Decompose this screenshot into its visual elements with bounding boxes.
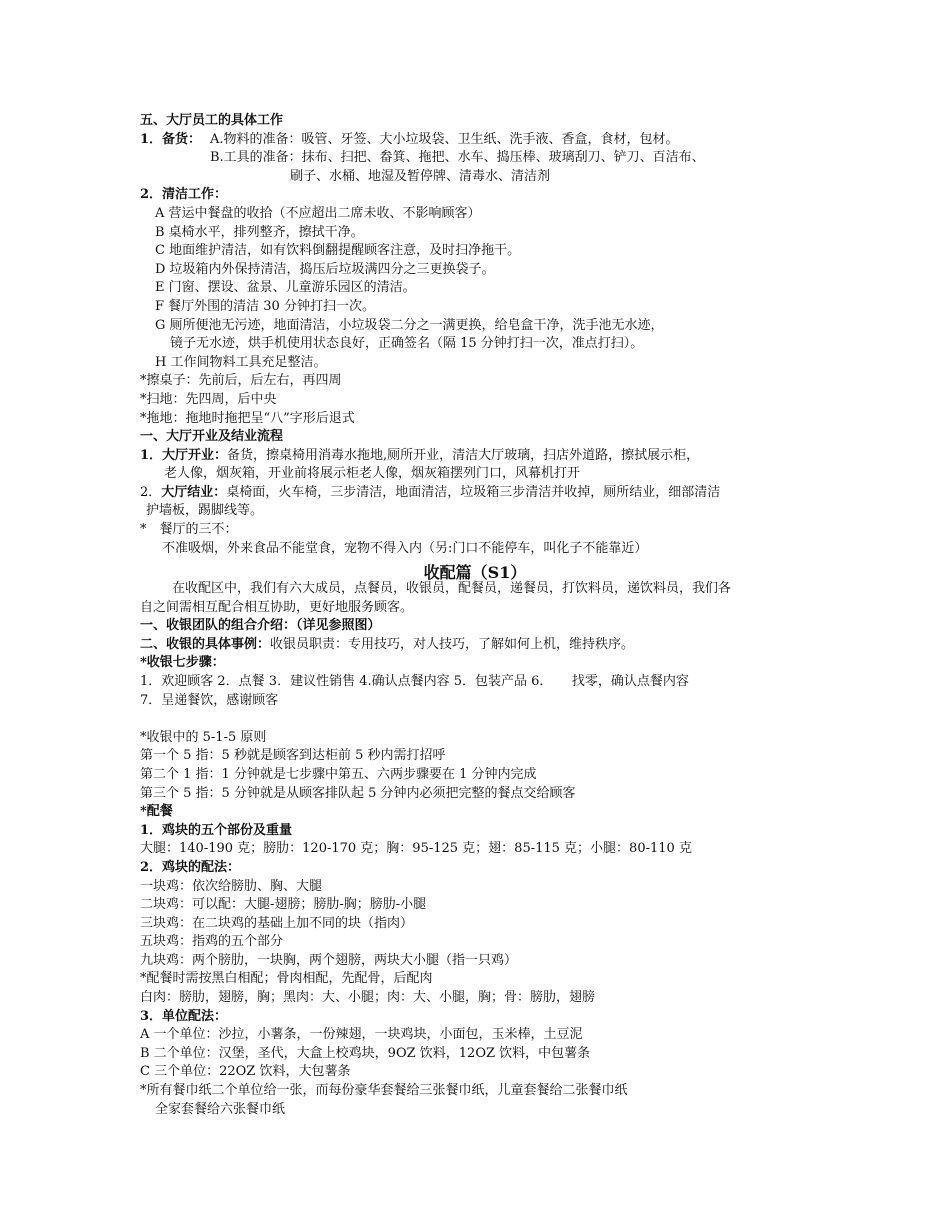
heading-method: 2．鸡块的配法：	[140, 859, 241, 875]
blank-line	[140, 710, 840, 729]
cleaning-heading: 2．清洁工作：	[140, 187, 228, 203]
heading-open-close: 一、大厅开业及结业流程	[140, 429, 284, 445]
tip-line: *拖地：拖地时拖把呈“八”字形后退式	[140, 410, 355, 426]
parts-weights: 大腿：140-190 克；膀肋：120-170 克；胸：95-125 克；翅：85-115 克；小腿：80-110 克	[140, 841, 692, 857]
unit-line: B 二个单位：汉堡，圣代，大盒上校鸡块，9OZ 饮料，12OZ 饮料，中包薯条	[140, 1045, 591, 1061]
cleaning-item: E 门窗、摆设、盆景、儿童游乐园区的清洁。	[155, 280, 416, 296]
cases-label: 二、收银的具体事例：	[140, 636, 271, 652]
cashier-section	[140, 580, 840, 1119]
close-label: 大厅结业：	[161, 484, 227, 500]
unit-line: *所有餐巾纸二个单位给一张，而每份豪华套餐给三张餐巾纸，儿童套餐给二张餐巾纸	[140, 1083, 628, 1099]
open-text-continued: 老人像，烟灰箱，开业前将展示柜老人像，烟灰箱摆列门口，风幕机打开	[164, 466, 581, 482]
tip-line: *擦桌子：先前后，后左右，再四周	[140, 373, 342, 389]
tip-line: *扫地：先四周，后中央	[140, 391, 277, 407]
intro-line: 自之间需相互配合相互协助，更好地服务顾客。	[140, 599, 414, 615]
rule-line: 第一个 5 指：5 秒就是顾客到达柜前 5 秒内需打招呼	[140, 748, 446, 764]
method-line: 三块鸡：在二块鸡的基础上加不同的块（指肉）	[140, 915, 414, 931]
rule-line: 第三个 5 指：5 分钟就是从顾客排队起 5 分钟内必须把完整的餐点交给顾客	[140, 785, 576, 801]
cleaning-item: B 桌椅水平，排列整齐，擦拭干净。	[155, 224, 364, 240]
method-line: 五块鸡：指鸡的五个部分	[140, 934, 284, 950]
cleaning-item: A 营运中餐盘的收拾（不应超出二席未收、不影响顾客）	[155, 205, 481, 221]
seven-steps-line: 7．呈递餐饮，感谢顾客	[140, 692, 279, 708]
rule-line: 第二个 1 指：1 分钟就是七步骤中第五、六两步骤要在 1 分钟内完成	[140, 766, 537, 782]
cleaning-item: H 工作间物料工具充足整洁。	[155, 354, 327, 370]
method-line: 一块鸡：依次给膀肋、胸、大腿	[140, 878, 323, 894]
cleaning-item: C 地面维护清洁，如有饮料倒翻提醒顾客注意，及时扫净拖干。	[155, 243, 521, 259]
method-line: 白肉：膀肋，翅膀，胸；黑肉：大、小腿；肉：大、小腿，胸；骨：膀肋，翅膀	[140, 990, 596, 1006]
close-text: 桌椅面，火车椅，三步清洁，地面清洁，垃圾箱三步清洁并收掉，厕所结业，细部清洁	[226, 484, 721, 500]
heading-staff-duties: 五、大厅员工的具体工作	[140, 113, 284, 128]
prep-materials: A.物料的准备：吸管、牙签、大小垃圾袋、卫生纸、洗手液、香盒，食材，包材。	[210, 131, 679, 147]
cleaning-item: F 餐厅外围的清洁 30 分钟打扫一次。	[155, 298, 375, 314]
cleaning-item: G 厕所便池无污迹，地面清洁，小垃圾袋二分之一满更换，给皂盒干净，洗手池无水迹，	[155, 317, 664, 333]
prep-label: 1．备货：	[140, 131, 202, 147]
method-line: 九块鸡：两个膀肋，一块胸，两个翅膀，两块大小腿（指一只鸡）	[140, 952, 518, 968]
cleaning-item: D 垃圾箱内外保持清洁，捣压后垃圾满四分之三更换袋子。	[155, 261, 495, 277]
cleaning-item-continued: 镜子无水迹，烘手机使用状态良好，正确签名（隔 15 分钟打扫一次，准点打扫）。	[170, 336, 644, 352]
open-text: 备货，擦桌椅用消毒水拖地,厕所开业，清洁大厅玻璃，扫店外道路，擦拭展示柜，	[227, 447, 700, 463]
heading-pei: *配餐	[140, 804, 173, 820]
method-line: 二块鸡：可以配：大腿-翅膀；膀肋-胸；膀肋-小腿	[140, 897, 427, 913]
prep-tools-line2: 刷子、水桶、地湿及暂停牌、清毒水、清洁剂	[290, 168, 551, 184]
close-text-continued: 护墙板，踢脚线等。	[146, 503, 264, 519]
three-no-heading: * 餐厅的三不：	[140, 522, 238, 538]
unit-line-continued: 全家套餐给六张餐巾纸	[155, 1101, 286, 1117]
heading-515: *收银中的 5-1-5 原则	[140, 729, 267, 745]
unit-line: A 一个单位：沙拉，小薯条，一份辣翅，一块鸡块，小面包，玉米棒，土豆泥	[140, 1027, 583, 1043]
three-no-text: 不准吸烟，外来食品不能堂食，宠物不得入内（另:门口不能停车，叫化子不能靠近）	[162, 540, 648, 556]
heading-team: 一、收银团队的组合介绍：（详见参照图）	[140, 618, 381, 634]
section-title: 收配篇（S1）	[423, 563, 527, 582]
prep-tools-line1: B.工具的准备：抹布、扫把、畚箕、拖把、水车、捣压棒、玻璃刮刀、铲刀、百洁布、	[210, 150, 705, 166]
heading-unit: 3．单位配法：	[140, 1008, 228, 1024]
close-number: 2．	[140, 484, 162, 500]
heading-seven-steps: *收银七步骤：	[140, 655, 225, 671]
heading-parts: 1．鸡块的五个部份及重量	[140, 822, 293, 838]
intro-line: 在收配区中，我们有六大成员，点餐员，收银员，配餐员，递餐员，打饮料员，递饮料员，我们各	[172, 581, 732, 596]
staff-duties-section	[140, 112, 840, 558]
unit-line: C 三个单位：22OZ 饮料，大包薯条	[140, 1064, 351, 1080]
seven-steps-line: 1．欢迎顾客 2．点餐 3．建议性销售 4.确认点餐内容 5．包装产品 6． 找零，确认点餐内容	[140, 673, 689, 689]
method-line: *配餐时需按黑白相配；骨肉相配，先配骨，后配肉	[140, 971, 433, 987]
cases-text: 收银员职责：专用技巧，对人技巧，了解如何上机，维持秩序。	[270, 636, 635, 652]
open-label: 1．大厅开业：	[140, 447, 228, 463]
